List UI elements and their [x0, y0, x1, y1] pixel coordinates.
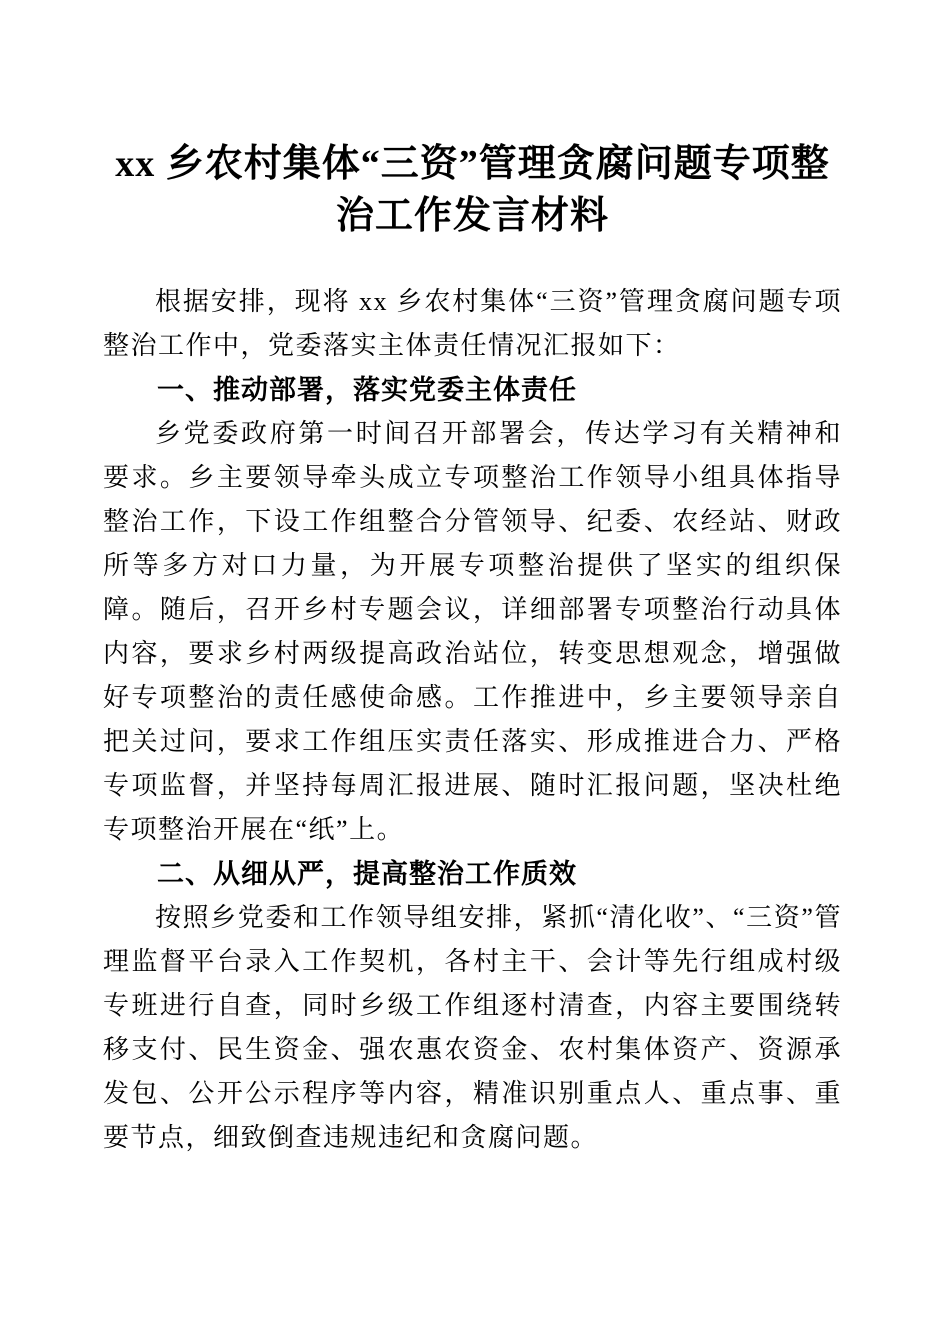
heading-section-1: 一、推动部署，落实党委主体责任 [157, 375, 577, 405]
paragraph-section-1: 乡党委政府第一时间召开部署会，传达学习有关精神和要求。乡主要领导牵头成立专项整治工作领导小组具体指导整治工作，下设工作组整合分管领导、纪委、农经站、财政所等多方对口力量，为开展专项整治提供了坚实的组织保障。随后，召开乡村专题会议，详细部署专项整治行动具体内容，要求乡村两级提高政治站位，转变思想观念，增强做好专项整治的责任感使命感。工作推进中，乡主要领导亲自把关过问，要求工作组压实责任落实、形成推进合力、严格专项监督，并坚持每周汇报进展、随时汇报问题，坚决杜绝专项整治开展在“纸”上。 [103, 419, 842, 844]
paragraph-intro: 根据安排，现将 xx 乡农村集体“三资”管理贪腐问题专项整治工作中，党委落实主体责任情况汇报如下： [103, 287, 842, 360]
title-line-2: 治工作发言材料 [335, 195, 609, 237]
paragraph-section-2: 按照乡党委和工作领导组安排，紧抓“清化收”、“三资”管理监督平台录入工作契机，各村主干、会计等先行组成村级专班进行自查，同时乡级工作组逐村清查，内容主要围绕转移支付、民生资金、强农惠农资金、农村集体资产、资源承发包、公开公示程序等内容，精准识别重点人、重点事、重要节点，细致倒查违规违纪和贪腐问题。 [103, 903, 842, 1152]
heading-section-2: 二、从细从严，提高整治工作质效 [157, 859, 577, 889]
document-title [103, 138, 842, 242]
document-body [103, 280, 842, 1160]
title-line-1: xx 乡农村集体“三资”管理贪腐问题专项整 [115, 143, 830, 185]
